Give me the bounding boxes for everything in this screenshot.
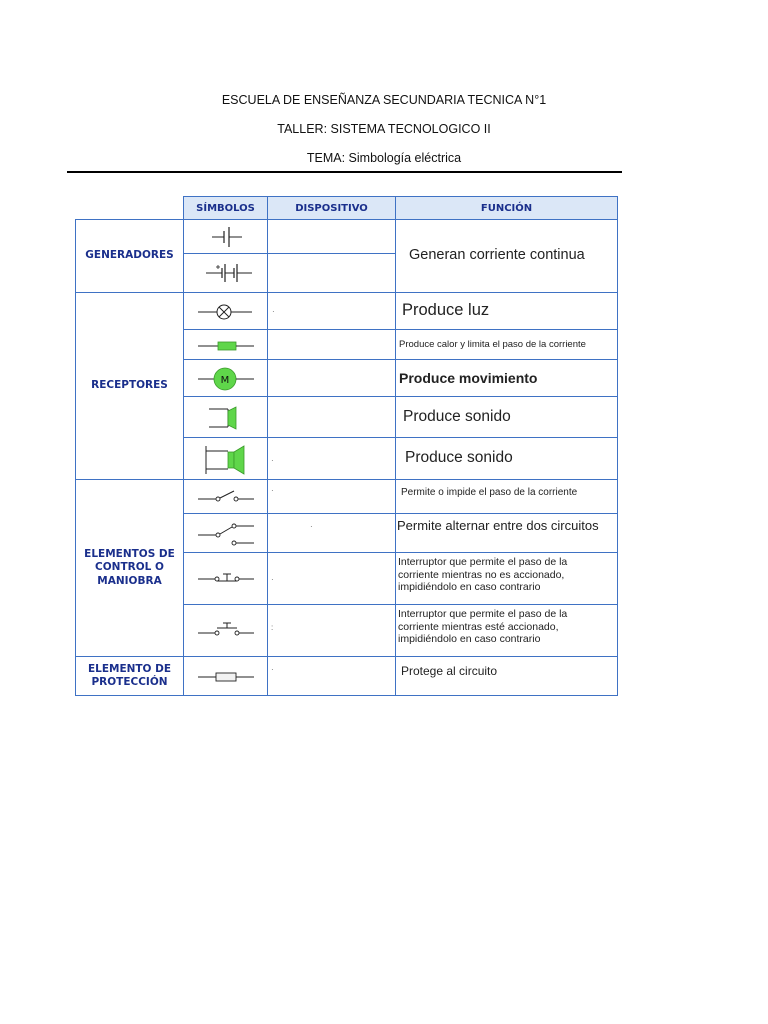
symbol-cell-resistor [183, 329, 268, 360]
symbol-cell-switch [183, 479, 268, 514]
device-cell-fuse: · [267, 656, 396, 696]
symbol-cell-speaker [183, 437, 268, 480]
symbol-cell-cell [183, 219, 268, 254]
header-function: FUNCIÓN [395, 196, 618, 220]
lamp-icon [184, 293, 269, 331]
device-cell-cell [267, 219, 396, 254]
header-divider [67, 171, 622, 173]
category-receivers: RECEPTORES [75, 292, 184, 480]
function-resistor: Produce calor y limita el paso de la corriente [395, 329, 618, 360]
function-no-button: Interruptor que permite el paso de la corriente mientras esté accionado, impidiéndolo en caso contrario [395, 604, 618, 657]
device-cell-lamp: · [267, 292, 396, 330]
symbol-cell-changeover [183, 513, 268, 553]
function-lamp: Produce luz [395, 292, 618, 330]
device-cell-battery [267, 253, 396, 293]
device-cell-resistor [267, 329, 396, 360]
category-generators: GENERADORES [75, 219, 184, 293]
function-switch: Permite o impide el paso de la corriente [395, 479, 618, 514]
speaker-icon [184, 438, 269, 481]
function-changeover: Permite alternar entre dos circuitos [395, 513, 618, 553]
motor-icon [184, 360, 269, 398]
device-cell-nc-button: · [267, 552, 396, 605]
topic-title: TEMA: Simbología eléctrica [306, 151, 462, 165]
function-generators: Generan corriente continua [395, 219, 618, 293]
device-cell-changeover: · [267, 513, 396, 553]
category-protection: ELEMENTO DE PROTECCIÓN [75, 656, 184, 696]
header-symbols: SÍMBOLOS [183, 196, 268, 220]
battery-icon [184, 254, 269, 294]
workshop-title: TALLER: SISTEMA TECNOLOGICO II [277, 122, 491, 136]
symbol-cell-fuse [183, 656, 268, 696]
symbol-cell-nc-button [183, 552, 268, 605]
bell-icon [184, 397, 269, 439]
symbol-cell-motor [183, 359, 268, 397]
category-control: ELEMENTOS DE CONTROL O MANIOBRA [75, 479, 184, 657]
device-cell-no-button: : [267, 604, 396, 657]
function-speaker: Produce sonido [395, 437, 618, 480]
nc-pushbutton-icon [184, 553, 269, 606]
switch-icon [184, 480, 269, 515]
cell-battery-icon [184, 220, 269, 255]
device-cell-motor [267, 359, 396, 397]
fuse-icon [184, 657, 269, 697]
header-device: DISPOSITIVO [267, 196, 396, 220]
symbol-cell-bell [183, 396, 268, 438]
symbol-cell-lamp [183, 292, 268, 330]
school-title: ESCUELA DE ENSEÑANZA SECUNDARIA TECNICA N°1 [221, 93, 547, 107]
device-cell-bell [267, 396, 396, 438]
function-nc-button: Interruptor que permite el paso de la corriente mientras no es accionado, impidiéndolo en caso contrario [395, 552, 618, 605]
device-cell-speaker: · [267, 437, 396, 480]
changeover-switch-icon [184, 514, 269, 554]
resistor-icon [184, 330, 269, 361]
no-pushbutton-icon [184, 605, 269, 658]
motor-label: M [220, 375, 230, 386]
device-cell-switch: · [267, 479, 396, 514]
function-motor: Produce movimiento [395, 359, 618, 397]
function-fuse: Protege al circuito [395, 656, 618, 696]
symbol-cell-no-button [183, 604, 268, 657]
symbol-cell-battery [183, 253, 268, 293]
symbols-table [75, 196, 618, 696]
function-bell: Produce sonido [395, 396, 618, 438]
